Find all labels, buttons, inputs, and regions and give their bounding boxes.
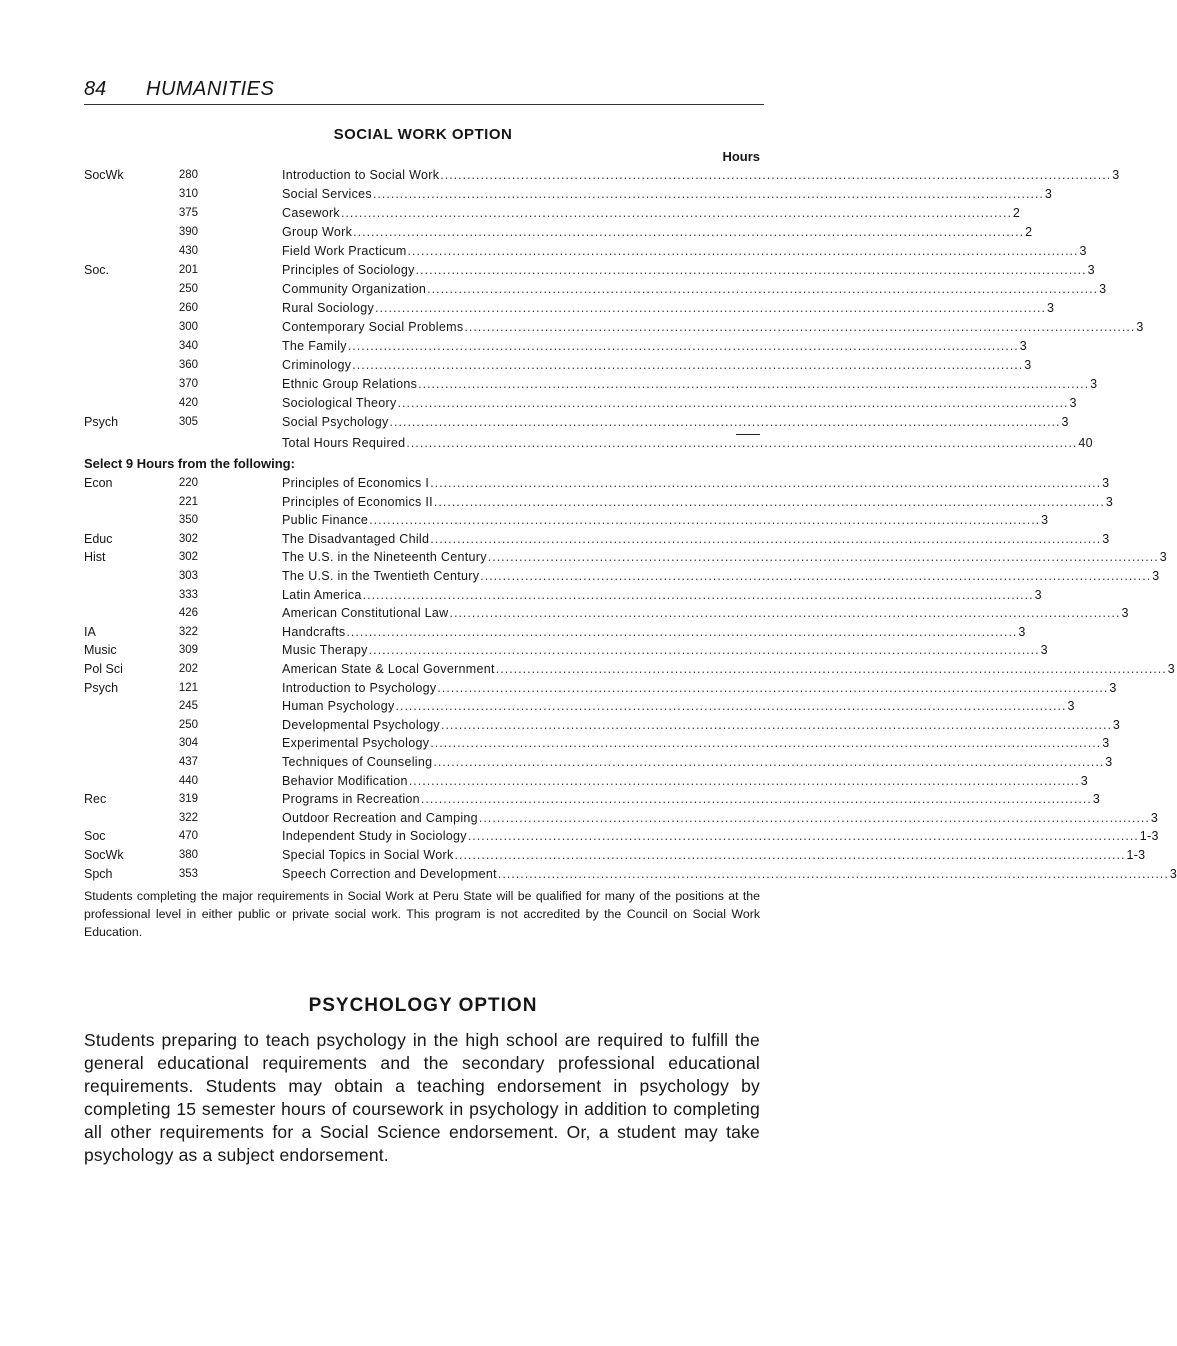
- course-row: 340 The Family ...................................................................................................................................................... 3: [84, 337, 762, 356]
- course-row: 304 Experimental Psychology ...................................................................................................................................................... 3: [84, 734, 762, 753]
- course-name: The U.S. in the Nineteenth Century: [282, 550, 487, 565]
- course-dept: Music: [84, 643, 117, 658]
- course-name: Introduction to Psychology: [282, 680, 437, 695]
- course-row: 390 Group Work ...................................................................................................................................................... 2: [84, 223, 762, 242]
- course-row: 420 Sociological Theory ...................................................................................................................................................... 3: [84, 394, 762, 413]
- course-hours: 3: [1092, 792, 1101, 807]
- course-hours: 3: [1105, 494, 1114, 509]
- course-row: 430 Field Work Practicum ...................................................................................................................................................... 3: [84, 242, 762, 261]
- course-number: 302: [178, 532, 198, 545]
- course-hours: 3: [1087, 263, 1095, 277]
- course-hours: 3: [1040, 643, 1048, 658]
- course-dept: Educ: [84, 531, 113, 546]
- course-number: 426: [178, 607, 198, 620]
- course-name: Community Organization: [282, 282, 427, 296]
- course-hours: 3: [1112, 717, 1121, 732]
- course-name: American Constitutional Law: [282, 606, 449, 621]
- course-row: 350 Public Finance ...................................................................................................................................................... 3: [84, 511, 762, 530]
- course-name: Introduction to Social Work: [282, 168, 440, 182]
- course-name: Principles of Sociology: [282, 263, 415, 277]
- course-name: Casework: [282, 206, 340, 220]
- course-row: Psych 305 Social Psychology ...................................................................................................................................................... 3: [84, 413, 762, 432]
- course-row: Econ 220 Principles of Economics I ...................................................................................................................................................... 3: [84, 474, 762, 493]
- course-hours: 3: [1090, 377, 1098, 391]
- page-number: 84: [84, 78, 107, 100]
- course-name: Rural Sociology: [282, 301, 375, 315]
- course-hours: 3: [1069, 396, 1077, 410]
- course-hours: 3: [1102, 736, 1110, 751]
- course-number: 250: [178, 718, 198, 731]
- course-hours: 3: [1024, 358, 1032, 372]
- course-row: 322 Outdoor Recreation and Camping ...................................................................................................................................................... 3: [84, 809, 762, 828]
- course-row: 437 Techniques of Counseling ...................................................................................................................................................... 3: [84, 753, 762, 772]
- course-dept: Rec: [84, 792, 107, 807]
- course-number: 310: [178, 188, 198, 200]
- course-hours: 3: [1136, 320, 1144, 334]
- course-name: Developmental Psychology: [282, 717, 440, 732]
- course-row: Soc. 201 Principles of Sociology ...................................................................................................................................................... 3: [84, 261, 762, 280]
- course-hours: 3: [1152, 569, 1160, 583]
- elective-header: Select 9 Hours from the following:: [84, 456, 295, 471]
- course-hours: 1-3: [1139, 829, 1159, 844]
- course-number: 302: [178, 551, 198, 564]
- course-number: 360: [178, 359, 198, 371]
- course-number: 370: [178, 378, 198, 390]
- course-name: The Disadvantaged Child: [282, 531, 430, 546]
- running-title: HUMANITIES: [146, 78, 275, 100]
- course-number: 340: [178, 340, 198, 352]
- course-row: 260 Rural Sociology ...................................................................................................................................................... 3: [84, 299, 762, 318]
- course-name: Criminology: [282, 358, 352, 372]
- course-row: 426 American Constitutional Law ...................................................................................................................................................... 3: [84, 604, 762, 623]
- course-row: 440 Behavior Modification ...................................................................................................................................................... 3: [84, 772, 762, 791]
- course-hours: 3: [1109, 680, 1117, 695]
- course-number: 245: [178, 700, 198, 713]
- course-number: 333: [178, 588, 198, 601]
- course-name: Behavior Modification: [282, 773, 408, 788]
- course-dept: SocWk: [84, 168, 124, 182]
- course-hours: 3: [1159, 550, 1167, 565]
- psychology-paragraph: Students preparing to teach psychology in the high school are required to fulfill the general educational requirements and the secondary professional educational requirements. Students may obtain a teaching endorsement in psychology by completing 15 semester hours of coursework in psychology in addition to completing all other requirements for a Social Science endorsement. Or, a student may take psychology as a subject endorsement.: [84, 1030, 760, 1165]
- course-row: SocWk 380 Special Topics in Social Work ...................................................................................................................................................... 1-3: [84, 846, 762, 865]
- course-name: Ethnic Group Relations: [282, 377, 418, 391]
- course-hours: 3: [1079, 244, 1087, 258]
- course-number: 470: [178, 830, 198, 843]
- course-dept: Spch: [84, 866, 113, 881]
- course-name: Speech Correction and Development: [282, 866, 497, 881]
- course-number: 437: [178, 756, 198, 768]
- course-name: Sociological Theory: [282, 396, 397, 410]
- course-name: American State & Local Government: [282, 662, 495, 676]
- course-hours: 3: [1044, 187, 1053, 201]
- course-row: Pol Sci 202 American State & Local Government ...................................................................................................................................................... 3: [84, 660, 762, 679]
- course-number: 309: [178, 644, 198, 657]
- course-name: The Family: [282, 339, 347, 353]
- section-title-social-work: SOCIAL WORK OPTION: [333, 126, 513, 143]
- course-hours: 3: [1061, 415, 1069, 429]
- course-dept: Psych: [84, 415, 119, 429]
- course-name: Social Psychology: [282, 415, 389, 429]
- course-hours: 3: [1019, 339, 1028, 353]
- course-hours: 3: [1018, 624, 1026, 639]
- course-row: 300 Contemporary Social Problems ...................................................................................................................................................... 3: [84, 318, 762, 337]
- total-hours-label: Total Hours Required: [282, 436, 406, 450]
- course-name: Experimental Psychology: [282, 736, 430, 751]
- course-row: 245 Human Psychology ...................................................................................................................................................... 3: [84, 697, 762, 716]
- course-row: 250 Community Organization ...................................................................................................................................................... 3: [84, 280, 762, 299]
- course-name: Music Therapy: [282, 643, 368, 658]
- course-hours: 3: [1099, 282, 1107, 296]
- course-row: 221 Principles of Economics II ...................................................................................................................................................... 3: [84, 493, 762, 512]
- course-hours: 3: [1041, 513, 1049, 528]
- course-hours: 1-3: [1126, 848, 1146, 862]
- course-name: The U.S. in the Twentieth Century: [282, 569, 480, 583]
- course-row: 375 Casework ...................................................................................................................................................... 2: [84, 204, 762, 223]
- course-number: 121: [178, 681, 198, 694]
- section-title-psychology: PSYCHOLOGY OPTION: [308, 995, 538, 1016]
- course-row: Rec 319 Programs in Recreation ...................................................................................................................................................... 3: [84, 790, 762, 809]
- course-number: 220: [178, 477, 198, 489]
- page-header: [84, 78, 764, 105]
- course-hours: 2: [1012, 206, 1021, 220]
- course-name: Techniques of Counseling: [282, 755, 433, 769]
- course-name: Programs in Recreation: [282, 792, 420, 807]
- course-row: 303 The U.S. in the Twentieth Century ...................................................................................................................................................... 3: [84, 567, 762, 586]
- course-name: Special Topics in Social Work: [282, 848, 454, 862]
- total-hours-row: Total Hours Required ...................................................................................................................................................... 40: [84, 434, 762, 453]
- course-row: 250 Developmental Psychology ...................................................................................................................................................... 3: [84, 716, 762, 735]
- course-hours: 3: [1102, 476, 1110, 490]
- course-name: Human Psychology: [282, 699, 395, 714]
- course-number: 250: [178, 283, 198, 295]
- course-row: 370 Ethnic Group Relations ...................................................................................................................................................... 3: [84, 375, 762, 394]
- course-name: Outdoor Recreation and Camping: [282, 810, 478, 825]
- course-dept: Psych: [84, 680, 119, 695]
- course-hours: 3: [1121, 606, 1129, 621]
- course-number: 280: [178, 169, 198, 181]
- course-dept: SocWk: [84, 848, 124, 862]
- course-number: 202: [178, 663, 198, 675]
- course-dept: Hist: [84, 550, 106, 565]
- course-hours: 3: [1169, 866, 1177, 881]
- course-number: 353: [178, 867, 198, 880]
- hours-column-header: Hours: [722, 149, 760, 164]
- course-row: Psych 121 Introduction to Psychology ...................................................................................................................................................... 3: [84, 679, 762, 698]
- course-hours: 3: [1067, 699, 1075, 714]
- course-number: 322: [178, 811, 198, 824]
- course-name: Group Work: [282, 225, 353, 239]
- course-dept: Soc.: [84, 263, 110, 277]
- course-row: 360 Criminology ...................................................................................................................................................... 3: [84, 356, 762, 375]
- course-name: Social Services: [282, 187, 372, 201]
- course-dept: IA: [84, 624, 96, 639]
- course-hours: 3: [1105, 755, 1113, 769]
- course-dept: Soc: [84, 829, 106, 844]
- course-name: Principles of Economics II: [282, 494, 433, 509]
- course-name: Field Work Practicum: [282, 244, 407, 258]
- course-number: 300: [178, 321, 198, 333]
- course-hours: 3: [1034, 587, 1042, 602]
- course-number: 303: [178, 570, 198, 582]
- course-hours: 3: [1102, 531, 1110, 546]
- course-name: Handcrafts: [282, 624, 346, 639]
- social-work-note: Students completing the major requirements in Social Work at Peru State will be qualified for many of the positions at the professional level in either public or private social work. This program is not accredited by the Council on Social Work Education.: [84, 889, 760, 939]
- total-hours-value: 40: [1078, 436, 1093, 450]
- course-number: 420: [178, 397, 198, 409]
- course-name: Public Finance: [282, 513, 369, 528]
- course-dept: Pol Sci: [84, 662, 123, 676]
- course-hours: 3: [1167, 662, 1175, 676]
- course-number: 260: [178, 302, 198, 314]
- course-row: Soc 470 Independent Study in Sociology ...................................................................................................................................................... 1-3: [84, 827, 762, 846]
- course-number: 390: [178, 226, 198, 238]
- course-name: Principles of Economics I: [282, 476, 430, 490]
- course-hours: 3: [1046, 301, 1055, 315]
- course-row: Educ 302 The Disadvantaged Child ...................................................................................................................................................... 3: [84, 530, 762, 549]
- course-number: 221: [178, 495, 198, 508]
- course-row: Music 309 Music Therapy ...................................................................................................................................................... 3: [84, 641, 762, 660]
- course-row: Hist 302 The U.S. in the Nineteenth Century ...................................................................................................................................................... 3: [84, 548, 762, 567]
- course-dept: Econ: [84, 476, 113, 490]
- course-row: SocWk 280 Introduction to Social Work ...................................................................................................................................................... 3: [84, 166, 762, 185]
- course-number: 319: [178, 793, 198, 806]
- course-row: 333 Latin America ...................................................................................................................................................... 3: [84, 586, 762, 605]
- course-row: Spch 353 Speech Correction and Development ...................................................................................................................................................... 3: [84, 865, 762, 884]
- course-number: 322: [178, 625, 198, 638]
- course-hours: 3: [1150, 810, 1159, 825]
- course-row: 310 Social Services ...................................................................................................................................................... 3: [84, 185, 762, 204]
- course-name: Contemporary Social Problems: [282, 320, 464, 334]
- course-hours: 3: [1080, 773, 1089, 788]
- course-name: Latin America: [282, 587, 362, 602]
- course-row: IA 322 Handcrafts ...................................................................................................................................................... 3: [84, 623, 762, 642]
- course-hours: 2: [1025, 225, 1033, 239]
- course-number: 305: [178, 416, 198, 428]
- course-number: 380: [178, 849, 198, 861]
- course-hours: 3: [1112, 168, 1120, 182]
- course-number: 201: [178, 264, 198, 276]
- course-number: 440: [178, 774, 198, 787]
- course-number: 350: [178, 514, 198, 527]
- course-name: Independent Study in Sociology: [282, 829, 467, 844]
- course-number: 304: [178, 737, 198, 750]
- course-number: 375: [178, 207, 198, 219]
- course-number: 430: [178, 245, 198, 257]
